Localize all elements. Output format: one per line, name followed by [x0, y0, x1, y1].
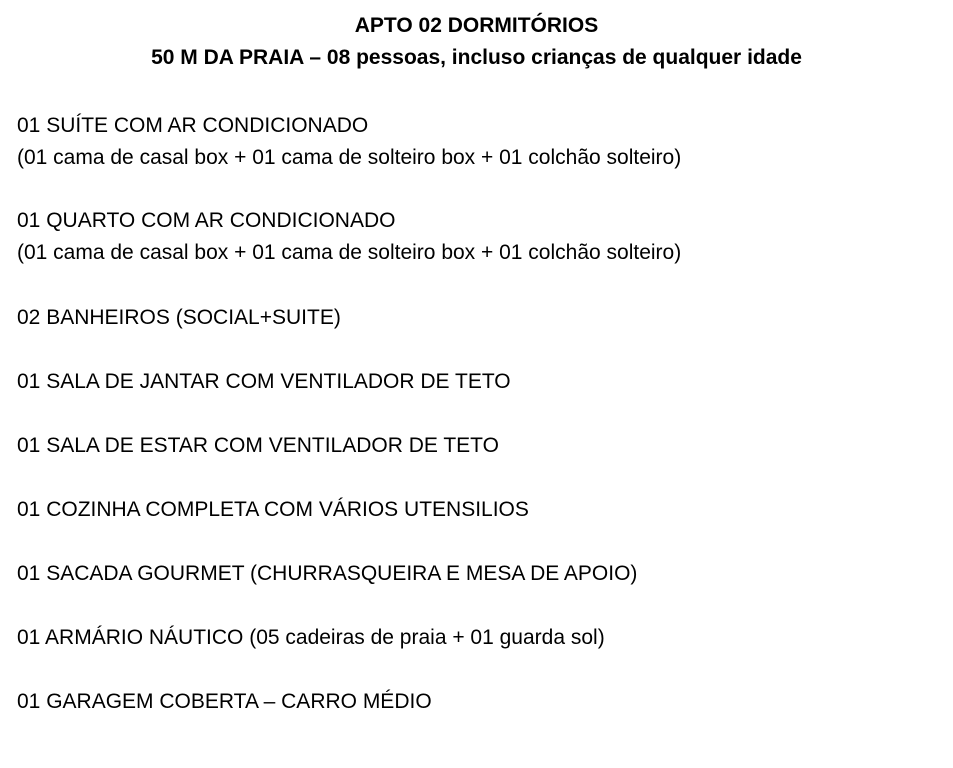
document-subtitle: 50 M DA PRAIA – 08 pessoas, incluso crianças de qualquer idade	[151, 46, 802, 69]
document-header	[0, 10, 953, 74]
list-item-suite	[17, 110, 681, 174]
list-item-detail: (01 cama de casal box + 01 cama de solteiro box + 01 colchão solteiro)	[17, 241, 682, 264]
list-item-title: 01 SALA DE ESTAR COM VENTILADOR DE TETO	[17, 434, 499, 457]
list-item-garage	[17, 686, 432, 718]
list-item-title: 01 ARMÁRIO NÁUTICO (05 cadeiras de praia + 01 guarda sol)	[17, 626, 605, 649]
list-item-kitchen	[17, 494, 529, 526]
document-title: APTO 02 DORMITÓRIOS	[354, 14, 599, 37]
list-item-title: 01 SUÍTE COM AR CONDICIONADO	[17, 114, 369, 137]
list-item-detail: (01 cama de casal box + 01 cama de solteiro box + 01 colchão solteiro)	[17, 146, 682, 169]
list-item-title: 01 SACADA GOURMET (CHURRASQUEIRA E MESA DE APOIO)	[17, 562, 638, 585]
list-item-bedroom	[17, 205, 681, 269]
list-item-title: 01 SALA DE JANTAR COM VENTILADOR DE TETO	[17, 370, 511, 393]
list-item-title: 01 GARAGEM COBERTA – CARRO MÉDIO	[17, 690, 432, 713]
list-item-nautical-closet	[17, 622, 605, 654]
list-item-balcony	[17, 558, 637, 590]
list-item-dining-room	[17, 366, 511, 398]
list-item-title: 01 COZINHA COMPLETA COM VÁRIOS UTENSILIOS	[17, 498, 529, 521]
list-item-title: 01 QUARTO COM AR CONDICIONADO	[17, 209, 396, 232]
list-item-title: 02 BANHEIROS (SOCIAL+SUITE)	[17, 306, 341, 329]
list-item-bathrooms	[17, 302, 341, 334]
list-item-living-room	[17, 430, 499, 462]
